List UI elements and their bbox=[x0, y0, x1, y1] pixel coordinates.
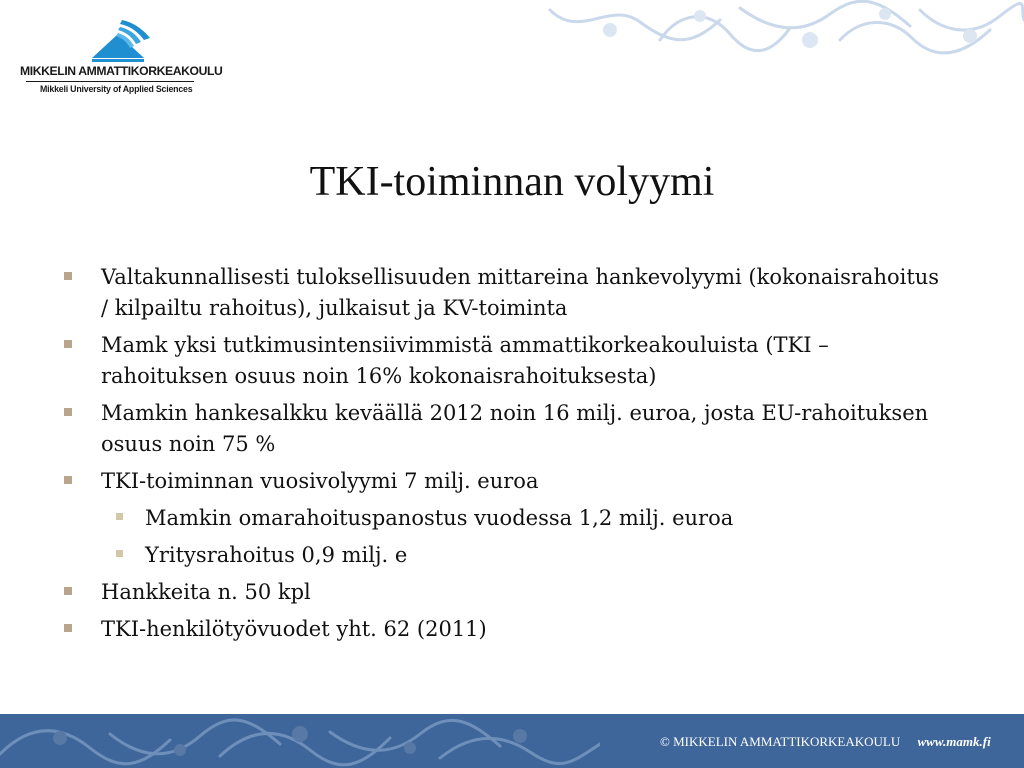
bullet-item bbox=[60, 330, 940, 392]
footer-credits bbox=[660, 734, 991, 750]
logo-name: MIKKELIN AMMATTIKORKEAKOULU bbox=[20, 64, 223, 78]
bullet-item bbox=[60, 577, 940, 608]
footer-bar bbox=[0, 714, 1024, 768]
bullet-square-icon bbox=[64, 408, 72, 416]
footer-url-link[interactable]: www.mamk.fi bbox=[917, 734, 991, 749]
bullet-item bbox=[60, 614, 940, 645]
bullet-text: Mamkin omarahoituspanostus vuodessa 1,2 milj. euroa bbox=[145, 506, 734, 530]
logo-subtitle: Mikkeli University of Applied Sciences bbox=[40, 84, 193, 94]
bullet-list bbox=[60, 262, 940, 651]
bullet-text: Yritysrahoitus 0,9 milj. e bbox=[145, 543, 408, 567]
top-wave-decoration bbox=[540, 0, 1024, 62]
school-logo bbox=[20, 18, 223, 100]
bullet-square-icon bbox=[64, 340, 72, 348]
bullet-item bbox=[60, 262, 940, 324]
bullet-text: TKI-henkilötyövuodet yht. 62 (2011) bbox=[101, 617, 487, 641]
bullet-text: Mamk yksi tutkimusintensiivimmistä ammattikorkeakouluista (TKI –rahoituksen osuus noin 16% kokonaisrahoituksesta) bbox=[101, 333, 829, 388]
bullet-text: Valtakunnallisesti tuloksellisuuden mittareina hankevolyymi (kokonaisrahoitus / kilpailtu rahoitus), julkaisut ja KV-toiminta bbox=[101, 265, 940, 320]
bullet-square-icon bbox=[64, 624, 72, 632]
footer-copyright: © MIKKELIN AMMATTIKORKEAKOULU bbox=[660, 734, 901, 749]
footer-wave-decoration bbox=[0, 714, 600, 768]
bullet-item bbox=[60, 466, 940, 497]
bullet-text: TKI-toiminnan vuosivolyymi 7 milj. euroa bbox=[101, 469, 539, 493]
bullet-text: Hankkeita n. 50 kpl bbox=[101, 580, 311, 604]
bullet-text: Mamkin hankesalkku keväällä 2012 noin 16 milj. euroa, josta EU-rahoituksen osuus noin 75 % bbox=[101, 401, 929, 456]
logo-divider bbox=[26, 81, 194, 82]
sub-bullet-item bbox=[105, 540, 940, 571]
bullet-square-icon bbox=[64, 587, 72, 595]
bullet-item bbox=[60, 398, 940, 460]
logo-wave-mark-icon bbox=[78, 18, 158, 62]
sub-bullet-item bbox=[105, 503, 940, 534]
sub-bullet-square-icon bbox=[116, 550, 123, 557]
bullet-square-icon bbox=[64, 476, 72, 484]
bullet-square-icon bbox=[64, 272, 72, 280]
sub-bullet-square-icon bbox=[116, 513, 123, 520]
slide-title: TKI-toiminnan volyymi bbox=[309, 159, 715, 205]
